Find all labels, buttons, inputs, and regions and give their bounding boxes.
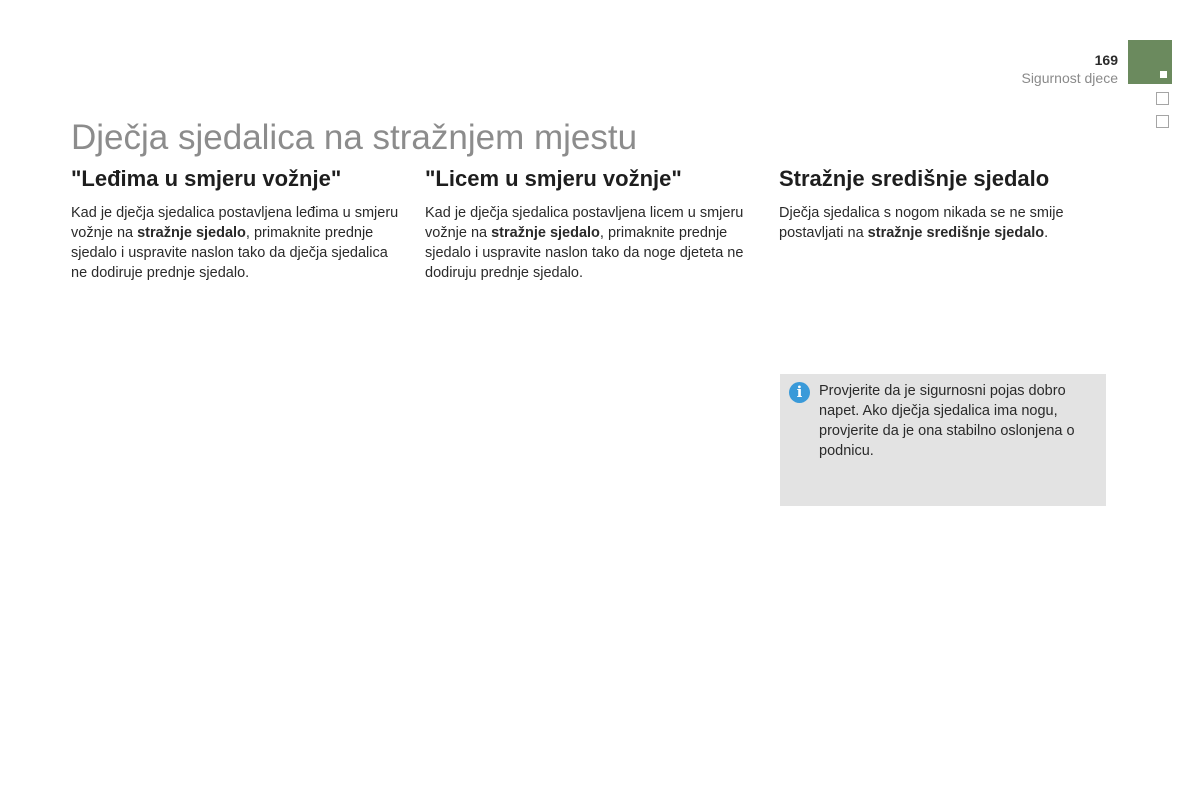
info-text: Provjerite da je sigurnosni pojas dobro napet. Ako dječja sjedalica ima nogu, provjerite da je ona stabilno oslonjena o podnicu. <box>819 383 1075 459</box>
column-heading: "Leđima u smjeru vožnje" <box>71 166 342 191</box>
section-name: Sigurnost djece <box>1021 70 1118 86</box>
column-rear-center-seat <box>779 166 1099 243</box>
column-forward-facing <box>425 166 760 283</box>
column-heading: Stražnje središnje sjedalo <box>779 166 1050 191</box>
page-title: Dječja sjedalica na stražnjem mjestu <box>71 118 638 157</box>
column-heading: "Licem u smjeru vožnje" <box>425 166 682 191</box>
chapter-tab[interactable] <box>1128 40 1172 84</box>
info-box <box>780 374 1106 506</box>
column-text: Kad je dječja sjedalica postavljena leđima u smjeru vožnje na stražnje sjedalo, primaknite prednje sjedalo i uspravite naslon tako da dječja sjedalica ne dodiruje prednje sjedalo. <box>71 205 399 281</box>
page-number: 169 <box>1094 52 1118 68</box>
column-rear-facing <box>71 166 401 283</box>
column-text: Kad je dječja sjedalica postavljena licem u smjeru vožnje na stražnje sjedalo, primaknite prednje sjedalo i uspravite naslon tako da noge djeteta ne dodiruju prednje sjedalo. <box>425 205 744 281</box>
chapter-nav-box-icon[interactable] <box>1156 92 1169 105</box>
info-icon: i <box>789 382 810 403</box>
chapter-tab-marker-icon <box>1160 71 1167 78</box>
column-text: Dječja sjedalica s nogom nikada se ne smije postavljati na stražnje središnje sjedalo. <box>779 205 1064 241</box>
chapter-nav-box-icon[interactable] <box>1156 115 1169 128</box>
